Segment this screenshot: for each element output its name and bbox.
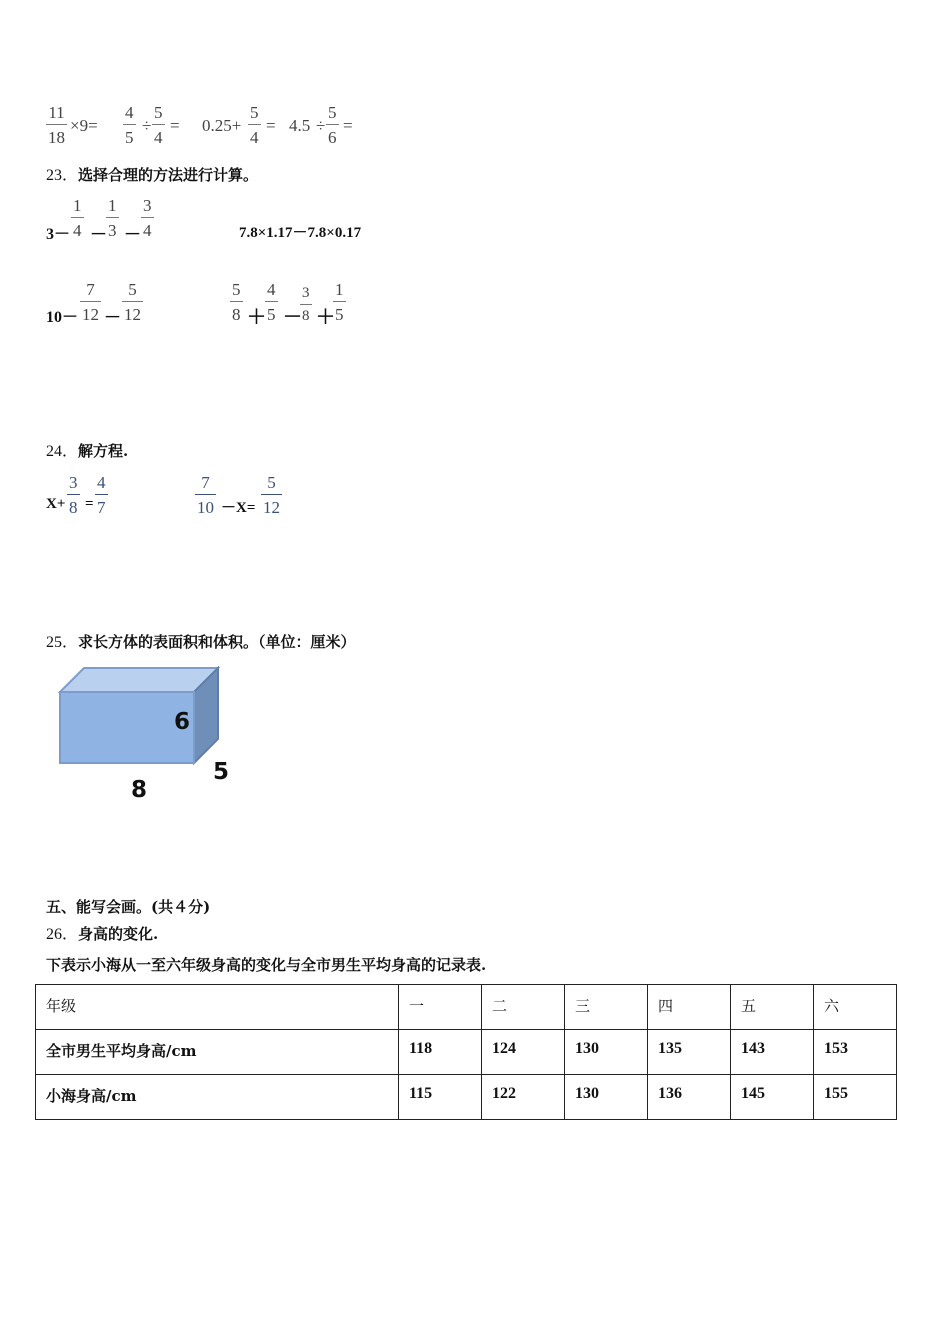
fraction: 5 4: [250, 103, 259, 147]
question-number: 23．: [46, 167, 79, 184]
fraction: 3 8: [302, 285, 310, 324]
fraction: 7 12: [82, 280, 99, 324]
fraction: 4 5: [125, 103, 134, 147]
question-number: 26．: [46, 926, 79, 943]
cuboid-height-label: 6: [174, 709, 191, 735]
cuboid-depth-label: 5: [213, 759, 230, 785]
q24-heading: [46, 438, 128, 461]
table-row: [36, 1030, 897, 1075]
fraction: 5 4: [154, 103, 163, 147]
table-cell: 122: [482, 1075, 565, 1120]
table-header-row: [36, 985, 897, 1030]
cuboid-length-label: 8: [131, 777, 148, 803]
row-label: 小海身高/cm: [36, 1075, 399, 1120]
q25-heading: [46, 629, 356, 652]
q26-heading: [46, 921, 158, 944]
fraction: 5 12: [263, 473, 280, 517]
table-cell: 115: [399, 1075, 482, 1120]
row-label: 全市男生平均身高/cm: [36, 1030, 399, 1075]
operator: =: [170, 116, 180, 135]
table-cell: 124: [482, 1030, 565, 1075]
fraction: 5 12: [124, 280, 141, 324]
fraction: 3 4: [143, 196, 152, 240]
fraction: 5 8: [232, 280, 241, 324]
table-header-cell: 三: [565, 985, 648, 1030]
question-title: 选择合理的方法进行计算。: [78, 166, 259, 184]
table-cell: 153: [814, 1030, 897, 1075]
fraction: 1 4: [73, 196, 82, 240]
operator: =: [266, 116, 276, 135]
operand: 4.5: [289, 116, 311, 135]
cuboid-top-face: [60, 668, 218, 692]
fraction: 3 8: [69, 473, 78, 517]
fraction: 1 3: [108, 196, 117, 240]
q23-heading: [46, 162, 258, 185]
fraction: 5 6: [328, 103, 337, 147]
table-header-cell: 五: [731, 985, 814, 1030]
operator: ÷: [142, 116, 152, 135]
fraction: 7 10: [197, 473, 214, 517]
operand: 0.25+: [202, 116, 242, 135]
table-cell: 145: [731, 1075, 814, 1120]
fraction: 4 7: [97, 473, 106, 517]
section-5-title: 五、能写会画。(共４分): [46, 898, 211, 916]
height-table: [35, 984, 897, 1120]
table-cell: 130: [565, 1030, 648, 1075]
question-title: 求长方体的表面积和体积。（单位：厘米）: [78, 633, 356, 651]
operator: ÷: [316, 116, 326, 135]
question-number: 24．: [46, 443, 79, 460]
cuboid-figure: [52, 662, 224, 770]
table-header-cell: 四: [648, 985, 731, 1030]
fraction: 4 5: [267, 280, 276, 324]
operator: =: [343, 116, 353, 135]
table-header-cell: 一: [399, 985, 482, 1030]
question-title: 身高的变化.: [78, 925, 159, 943]
table-header-cell: 二: [482, 985, 565, 1030]
table-cell: 136: [648, 1075, 731, 1120]
table-header-cell: 年级: [36, 985, 399, 1030]
q26-intro: 下表示小海从一至六年级身高的变化与全市男生平均身高的记录表.: [46, 956, 487, 974]
fraction: 1 5: [335, 280, 344, 324]
table-cell: 130: [565, 1075, 648, 1120]
table-header-cell: 六: [814, 985, 897, 1030]
table-cell: 155: [814, 1075, 897, 1120]
fraction: 11 18: [48, 103, 65, 147]
table-row: [36, 1075, 897, 1120]
question-title: 解方程.: [78, 442, 129, 460]
question-number: 25．: [46, 634, 79, 651]
q23-problem-2: 7.8×1.17－7.8×0.17: [239, 225, 362, 241]
table-cell: 135: [648, 1030, 731, 1075]
operator: ×9=: [70, 116, 98, 135]
table-cell: 118: [399, 1030, 482, 1075]
table-cell: 143: [731, 1030, 814, 1075]
